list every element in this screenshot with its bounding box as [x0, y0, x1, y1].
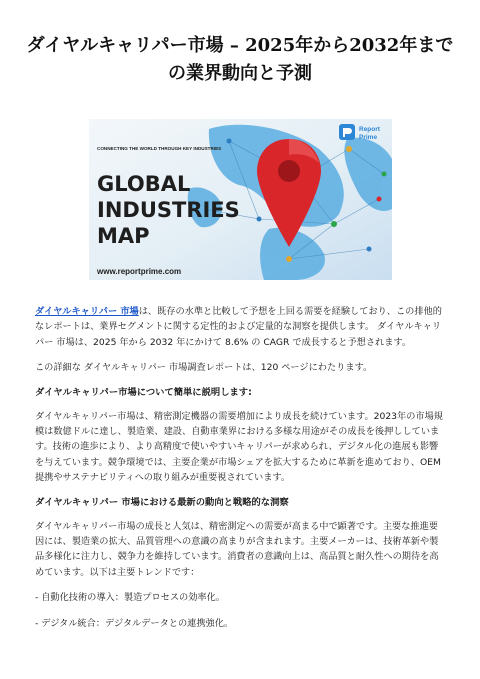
trend-bullet-1: - 自動化技術の導入：製造プロセスの効率化。 — [35, 592, 225, 604]
logo-text-1: Report — [359, 126, 380, 133]
section1-heading: ダイヤルキャリパー市場について簡単に説明します: — [35, 386, 252, 398]
logo-text-2: Prime — [359, 134, 378, 141]
page-title: ダイヤルキャリパー市場 – 2025年から2032年までの業界動向と予測 — [26, 35, 454, 84]
banner-url: www.reportprime.com — [97, 267, 182, 276]
report-prime-logo — [339, 124, 381, 141]
trend-bullet-2: - デジタル統合：デジタルデータとの連携強化。 — [35, 617, 234, 629]
banner-headline-1: GLOBAL — [97, 172, 191, 196]
section1-text: ダイヤルキャリパー市場は、精密測定機器の需要増加により成長を続けています。2023年の市場規模は数億ドルに達し、製造業、建設、自動車業界における多様な用途がその成長を後押ししています。技術の進歩により、より高精度で使いやすいキャリパーが求められ、デジタル化の進展も影響を与えています。競争環境では、主要企業が市場シェアを拡大するために革新を進めており、OEM提携やサステナビリティへの取り組みが重要視されています。 — [35, 410, 443, 484]
market-link[interactable]: ダイヤルキャリパー 市場 — [35, 306, 139, 317]
banner-graphic — [89, 119, 392, 280]
section2-text: ダイヤルキャリパー市場の成長と人気は、精密測定への需要が高まる中で顕著です。主要な推進要因には、製造業の拡大、品質管理への意識の高まりが含まれます。主要メーカーは、技術革新や製品多様化に注力し、競争力を維持しています。消費者の意識向上は、高品質と耐久性への期待を高めています。以下は主要トレンドです： — [35, 520, 439, 578]
document-body — [35, 304, 445, 641]
pages-note: この詳細な ダイヤルキャリパー 市場調査レポートは、120 ページにわたります。 — [35, 362, 373, 374]
intro-text: は、既存の水準と比較して予想を上回る需要を経験しており、この排他的なレポートは、業界セグメントに関する定性的および定量的な洞察を提供します。 ダイヤルキャリパー 市場は、2025 年から 2032 年にかけて 8.6% の CAGR で成長すると予想されます。 — [35, 306, 442, 348]
banner-headline-2: INDUSTRIES — [97, 198, 240, 222]
banner-tagline: CONNECTING THE WORLD THROUGH KEY INDUSTRIES — [97, 146, 222, 151]
section2-heading: ダイヤルキャリパー 市場における最新の動向と戦略的な洞察 — [35, 496, 289, 508]
banner-headline-3: MAP — [97, 224, 150, 248]
intro-paragraph — [35, 304, 445, 350]
banner-image — [89, 119, 392, 280]
